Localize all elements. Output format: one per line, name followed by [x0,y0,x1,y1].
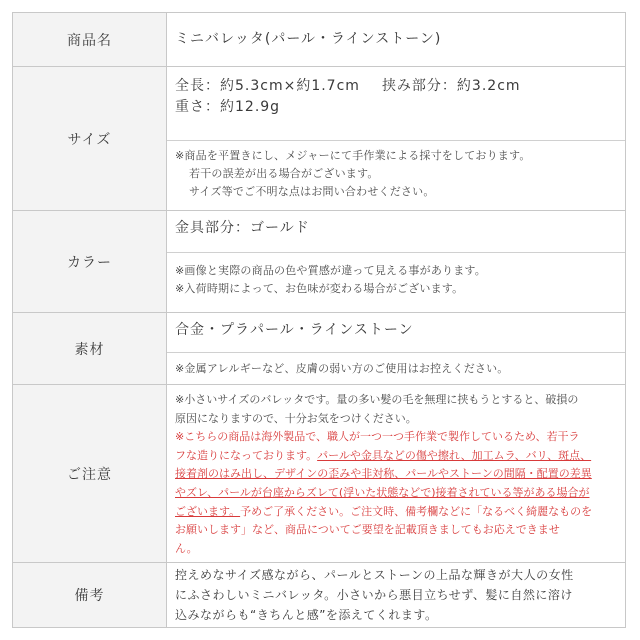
remarks-cell [167,563,625,627]
caution-warning-text: フな造りになっております。 [175,448,318,462]
caution-intro-line: ※小さいサイズのバレッタです。量の多い髪の毛を無理に挟もうとすると、破損の [175,393,579,406]
caution-warning-line: お願いします」など、商品についてご要望を記載頂きましてもお応えできませ [175,523,560,537]
material-notes [167,353,625,384]
row-caution [13,385,625,563]
size-main [167,67,625,141]
product-spec-table [12,12,626,628]
color-label: カラー [13,211,167,312]
row-product-name [13,13,625,67]
size-cell [167,67,625,210]
size-clip: 挟み部分：約3.2cm [381,78,521,94]
size-length: 全長：約5.3cm×約1.7cm [175,78,360,94]
caution-warning-line [175,447,617,466]
caution-warning-underlined: ございます。 [175,504,241,518]
material-value: 合金・プラパール・ラインストーン [167,313,625,353]
caution-cell [167,385,625,562]
size-dimensions [175,76,617,97]
caution-warning-line: やズレ、パールが台座からズレて(浮いた状態などで)接着されている等がある場合が [175,485,590,499]
size-note: サイズ等でご不明な点はお問い合わせください。 [189,185,435,198]
caution-warning-text: 予めご了承ください。ご注文時、備考欄などに「なるべく綺麗なものを [240,504,593,518]
caution-intro-line: 原因になりますので、十分お気をつけください。 [175,411,417,425]
color-cell [167,211,625,312]
product-name-label: 商品名 [13,13,167,66]
size-note: 若干の誤差が出る場合がございます。 [189,167,379,180]
product-name-value: ミニバレッタ(パール・ラインストーン) [175,31,442,47]
caution-warning-line: 接着剤のはみ出し、デザインの歪みや非対称、パールやストーンの間隔・配置の差異 [175,467,592,481]
remarks-line: 控えめなサイズ感ながら、パールとストーンの上品な輝きが大人の女性 [175,568,574,582]
caution-warning-line: ん。 [175,541,198,555]
color-note: ※画像と実際の商品の色や質感が違って見える事があります。 [175,264,486,277]
caution-warning-line: ※こちらの商品は海外製品で、職人が一つ一つ手作業で製作しているため、若干ラ [175,430,580,444]
caution-text [167,385,625,562]
color-notes [167,253,625,312]
remarks-text [167,563,625,627]
product-name-cell [167,13,625,66]
size-label: サイズ [13,67,167,210]
row-remarks [13,563,625,627]
color-note: ※入荷時期によって、お色味が変わる場合がございます。 [175,282,464,295]
caution-warning-line [175,503,617,522]
color-value: 金具部分：ゴールド [167,211,625,253]
caution-label: ご注意 [13,385,167,562]
remarks-line: にふさわしいミニバレッタ。小さいから悪目立ちせず、髪に自然に溶け [175,588,573,602]
row-color [13,211,625,313]
row-size [13,67,625,211]
remarks-label: 備考 [13,563,167,627]
size-note: ※商品を平置きにし、メジャーにて手作業による採寸をしております。 [175,149,531,162]
material-note: ※金属アレルギーなど、皮膚の弱い方のご使用はお控えください。 [175,362,509,375]
size-notes [167,141,625,210]
material-label: 素材 [13,313,167,384]
row-material [13,313,625,385]
size-weight: 重さ：約12.9g [175,99,281,115]
remarks-line: 込みながらも“きちんと感”を添えてくれます。 [175,608,438,622]
caution-warning-underlined: パールや金具などの傷や擦れ、加工ムラ、バリ、斑点、 [317,448,592,462]
material-cell [167,313,625,384]
